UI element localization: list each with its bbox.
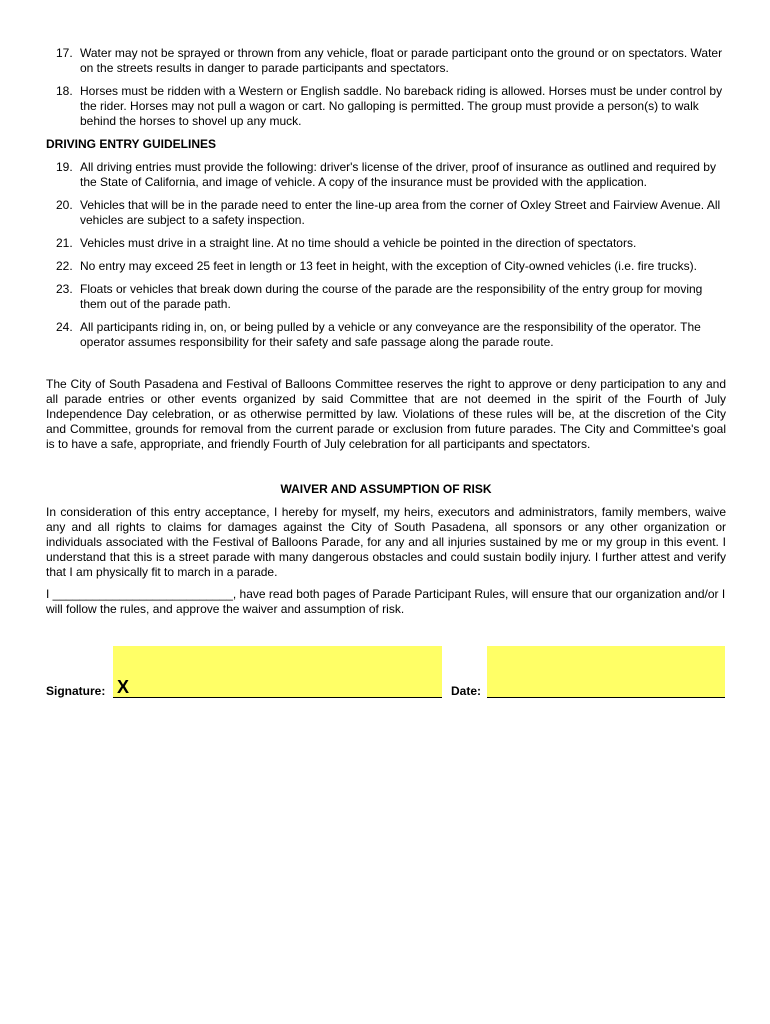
rule-24	[50, 320, 730, 350]
driving-guidelines-heading: DRIVING ENTRY GUIDELINES	[46, 137, 217, 151]
rule-text: Vehicles must drive in a straight line. At no time should a vehicle be pointed in the direction of spectators.	[80, 236, 637, 250]
rule-text: Horses must be ridden with a Western or English saddle. No bareback riding is allowed. Horses must be under control by the rider. Horses may not pull a wagon or cart. No galloping is permitted. The group must provide a person(s) to walk behind the horses to shovel up any muck.	[80, 84, 723, 128]
rule-18	[50, 84, 730, 129]
rule-number: 21.	[56, 236, 73, 250]
rules-list-driving	[50, 160, 730, 350]
rule-number: 18.	[56, 84, 73, 98]
rule-number: 20.	[56, 198, 73, 212]
rule-21	[50, 236, 730, 251]
rule-text: Floats or vehicles that break down during the course of the parade are the responsibility of the entry group for moving them out of the parade path.	[80, 282, 703, 311]
rule-20	[50, 198, 730, 228]
rule-text: Vehicles that will be in the parade need to enter the line-up area from the corner of Oxley Street and Fairview Avenue. All vehicles are subject to a safety inspection.	[80, 198, 721, 227]
rule-number: 17.	[56, 46, 73, 60]
waiver-heading: WAIVER AND ASSUMPTION OF RISK	[280, 482, 492, 496]
signature-x-mark: X	[117, 677, 130, 697]
rule-number: 24.	[56, 320, 73, 334]
rule-19	[50, 160, 730, 190]
acknowledgement-paragraph: I ___________________________, have read both pages of Parade Participant Rules, will ensure that our organization and/or I will follow the rules, and approve the waiver and assumption of risk.	[46, 587, 726, 616]
signature-field[interactable]	[113, 646, 442, 698]
rule-number: 19.	[56, 160, 73, 174]
rule-text: Water may not be sprayed or thrown from any vehicle, float or parade participant onto the ground or on spectators. Water on the streets results in danger to parade participants and spectators.	[80, 46, 723, 75]
rule-text: All driving entries must provide the following: driver's license of the driver, proof of insurance as outlined and required by the State of California, and image of vehicle. A copy of the insurance must be provided with the application.	[80, 160, 716, 189]
rule-text: All participants riding in, on, or being pulled by a vehicle or any conveyance are the responsibility of the operator. The operator assumes responsibility for their safety and safe passage along the parade route.	[80, 320, 701, 349]
waiver-paragraph: In consideration of this entry acceptance, I hereby for myself, my heirs, executors and administrators, family members, waive any and all rights to claims for damages against the City of South Pasadena, all sponsors or any other organization or individuals associated with the Festival of Balloons Parade, for any and all injuries sustained by me or my group in this event. I understand that this is a street parade with many dangerous obstacles and could sustain bodily injury. I further attest and verify that I am physically fit to march in a parade.	[46, 505, 726, 579]
rule-23	[50, 282, 730, 312]
rule-17	[50, 46, 730, 76]
committee-paragraph: The City of South Pasadena and Festival of Balloons Committee reserves the right to approve or deny participation to any and all parade entries or other events organized by said Committee that are not deemed in the spirit of the Fourth of July Independence Day celebration, or as otherwise permitted by law. Violations of these rules will be, at the discretion of the City and Committee, grounds for removal from the current parade or exclusion from future parades. The City and Committee's goal is to have a safe, appropriate, and friendly Fourth of July celebration for all participants and spectators.	[46, 377, 726, 451]
date-label: Date:	[451, 684, 482, 698]
rule-text: No entry may exceed 25 feet in length or 13 feet in height, with the exception of City-owned vehicles (i.e. fire trucks).	[80, 259, 697, 273]
date-field[interactable]	[487, 646, 725, 698]
signature-label: Signature:	[46, 684, 106, 698]
rule-number: 22.	[56, 259, 73, 273]
rules-list-top	[50, 46, 730, 129]
rule-22	[50, 259, 730, 274]
rule-number: 23.	[56, 282, 73, 296]
